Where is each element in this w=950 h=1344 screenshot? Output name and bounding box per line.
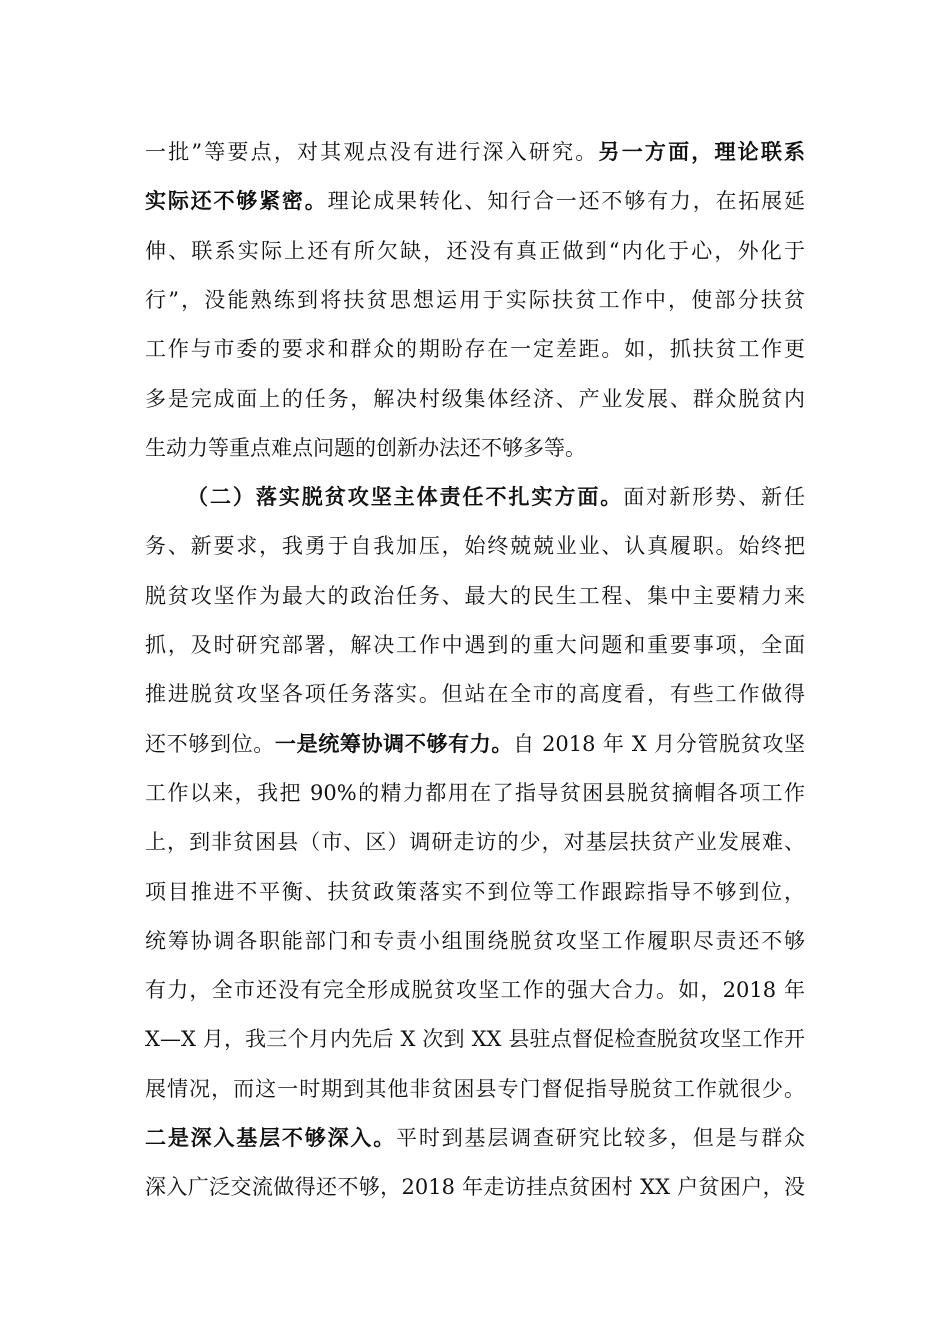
text-run: 多是完成面上的任务，解决村级集体经济、产业发展、群众脱贫内 <box>145 387 805 411</box>
text-line <box>187 477 805 517</box>
text-run: 深入广泛交流做得还不够，2018 年走访挂点贫困村 XX 户贫困户，没 <box>145 1175 805 1199</box>
text-line <box>145 1069 805 1109</box>
text-line <box>145 231 805 271</box>
text-run: 工作以来，我把 90%的精力都用在了指导贫困县脱贫摘帽各项工作 <box>145 781 805 805</box>
text-line <box>145 625 805 665</box>
text-line <box>145 181 805 221</box>
text-line <box>145 773 805 813</box>
text-run: 生动力等重点难点问题的创新办法还不够多等。 <box>145 436 586 460</box>
text-line <box>145 329 805 369</box>
text-run: 抓，及时研究部署，解决工作中遇到的重大问题和重要事项，全面 <box>145 633 805 657</box>
text-run: 务、新要求，我勇于自我加压，始终兢兢业业、认真履职。始终把 <box>145 534 805 558</box>
text-line <box>145 428 805 468</box>
bold-phrase: 一是统筹协调不够有力。 <box>274 732 514 756</box>
text-line <box>145 1118 805 1158</box>
text-run: 有力，全市还没有完全形成脱贫攻坚工作的强大合力。如，2018 年 <box>145 978 805 1002</box>
text-run: 行”，没能熟练到将扶贫思想运用于实际扶贫工作中，使部分扶贫 <box>145 288 805 312</box>
text-run: 伸、联系实际上还有所欠缺，还没有真正做到“内化于心，外化于 <box>145 239 805 263</box>
text-line <box>145 921 805 961</box>
bold-phrase: 另一方面，理论联系 <box>598 140 806 164</box>
text-run: 平时到基层调查研究比较多，但是与群众 <box>396 1126 806 1150</box>
text-line <box>145 674 805 714</box>
text-line <box>145 526 805 566</box>
text-run: 脱贫攻坚作为最大的政治任务、最大的民生工程、集中主要精力来 <box>145 584 805 608</box>
text-run: 推进脱贫攻坚各项任务落实。但站在全市的高度看，有些工作做得 <box>145 682 805 706</box>
text-run: 还不够到位。 <box>145 732 275 756</box>
text-run: 上，到非贫困县（市、区）调研走访的少，对基层扶贫产业发展难、 <box>145 830 805 854</box>
bold-phrase: 二是深入基层不够深入。 <box>145 1126 397 1150</box>
text-line <box>145 576 805 616</box>
text-run: 工作与市委的要求和群众的期盼存在一定差距。如，抓扶贫工作更 <box>145 337 805 361</box>
text-line <box>145 724 805 764</box>
text-run: 一批”等要点，对其观点没有进行深入研究。 <box>145 140 599 164</box>
text-run: 统筹协调各职能部门和专责小组围绕脱贫攻坚工作履职尽责还不够 <box>145 929 805 953</box>
text-line <box>145 379 805 419</box>
text-line <box>145 1019 805 1059</box>
text-run: X—X 月，我三个月内先后 X 次到 XX 县驻点督促检查脱贫攻坚工作开 <box>145 1027 805 1051</box>
text-run: 面对新形势、新任 <box>623 485 806 509</box>
bold-phrase: 实际还不够紧密。 <box>145 189 328 213</box>
text-run: 自 2018 年 X 月分管脱贫攻坚 <box>513 732 806 756</box>
text-line <box>145 1167 805 1207</box>
text-line <box>145 280 805 320</box>
text-run: 展情况，而这一时期到其他非贫困县专门督促指导脱贫工作就很少。 <box>145 1077 805 1101</box>
text-run: 理论成果转化、知行合一还不够有力，在拓展延 <box>327 189 806 213</box>
bold-phrase: （二）落实脱贫攻坚主体责任不扎实方面。 <box>187 485 624 509</box>
text-run: 项目推进不平衡、扶贫政策落实不到位等工作跟踪指导不够到位， <box>145 880 805 904</box>
text-line <box>145 132 805 172</box>
text-line <box>145 970 805 1010</box>
text-line <box>145 872 805 912</box>
text-line <box>145 822 805 862</box>
